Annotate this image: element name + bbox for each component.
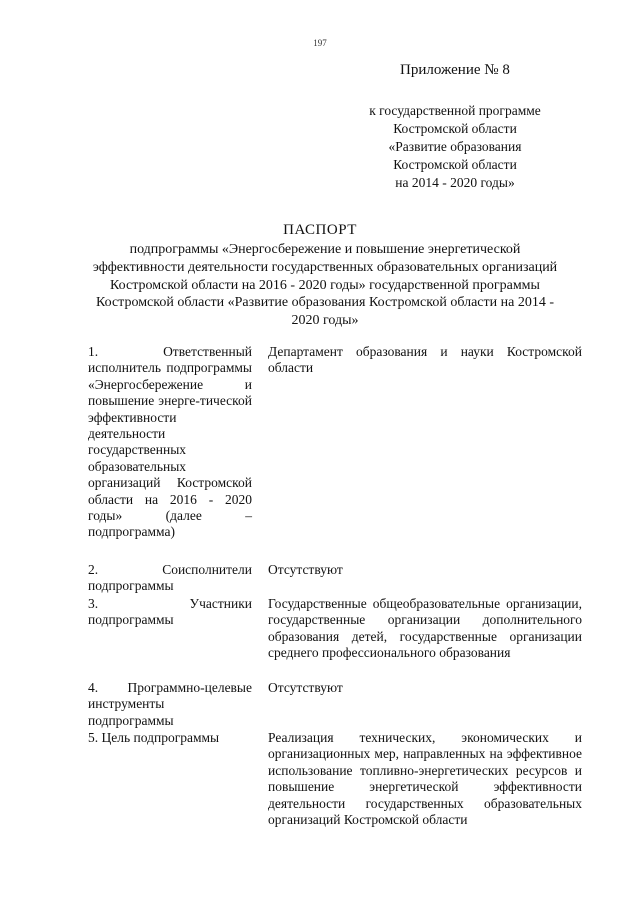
row-value: Отсутствуют [268, 562, 343, 577]
table-row [88, 730, 582, 828]
table-row [88, 596, 582, 680]
appendix-line: Костромской области [393, 157, 517, 172]
page-number: 197 [313, 38, 327, 48]
appendix-line: на 2014 - 2020 годы» [395, 175, 515, 190]
passport-title: ПАСПОРТ [283, 222, 357, 238]
appendix-title: Приложение № 8 [400, 62, 510, 78]
row-label: 1. Ответственный исполнитель подпрограммы «Энергосбережение и повышение энерге-тической эффективности деятельности государственных образовательных организаций Костромской области на 2016 - 2020 годы» (далее – подпрограмма) [88, 344, 252, 540]
table-row [88, 680, 582, 730]
appendix-line: Костромской области [393, 121, 517, 136]
passport-table [88, 344, 582, 828]
row-value: Департамент образования и науки Костромской области [268, 344, 582, 376]
row-value: Отсутствуют [268, 680, 343, 695]
table-row [88, 344, 582, 562]
appendix-line: «Развитие образования [388, 139, 522, 154]
appendix-reference [345, 102, 565, 192]
appendix-line: к государственной программе [369, 103, 541, 118]
row-value: Реализация технических, экономических и организационных мер, направленных на эффективное использование топливно-энергетических ресурсов и повышение энергетической эффективности деятельности государственных образовательных организаций Костромской области [268, 730, 582, 828]
row-label: 3. Участники подпрограммы [88, 596, 252, 628]
passport-subtitle: подпрограммы «Энергосбережение и повышение энергетической эффективности деятельности государственных образовательных организаций Костромской области на 2016 - 2020 годы» государственной программы Костромской области «Развитие образования Костромской области на 2014 - 2020 годы» [92, 242, 558, 329]
row-label: 4. Программно-целевые инструменты подпрограммы [88, 680, 252, 728]
row-label: 2. Соисполнители подпрограммы [88, 562, 252, 594]
table-row [88, 562, 582, 596]
row-value: Государственные общеобразовательные организации, государственные организации дополнительного образования детей, государственные организации среднего профессионального образования [268, 596, 582, 661]
row-label: 5. Цель подпрограммы [88, 730, 220, 745]
